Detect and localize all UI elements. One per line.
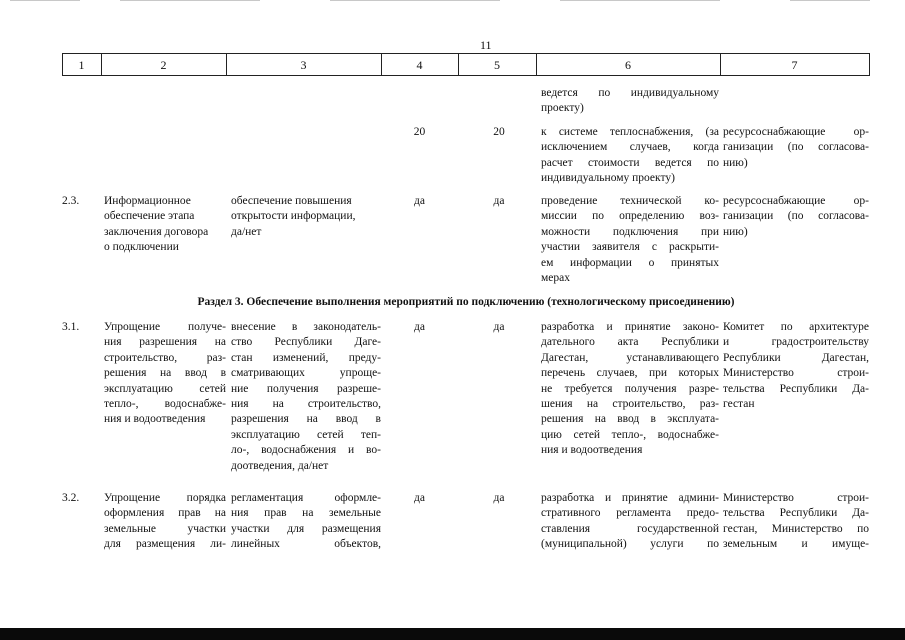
table-cell-title: [104, 194, 226, 256]
table-cell-measure: [541, 491, 719, 553]
cell-line: расчет стоимости ведется по: [541, 156, 719, 169]
cell-line: ресурсоснабжающие ор-: [723, 195, 869, 207]
cell-line: эксплуатацию сетей: [104, 382, 226, 395]
table-cell-number: 3.2.: [62, 492, 80, 504]
cell-line: разработка и принятие законо-: [541, 321, 719, 333]
cell-line: индивидуальному проекту): [541, 172, 675, 185]
table-cell-number: 2.3.: [62, 195, 80, 207]
cell-line: для размещения ли-: [104, 538, 226, 551]
table-cell-responsible: [723, 125, 869, 171]
cell-line: ние получения разреше-: [231, 382, 381, 395]
cell-line: эксплуатацию сетей теп-: [231, 428, 381, 441]
scan-edge-line: [560, 0, 720, 1]
cell-line: обеспечение этапа: [104, 210, 195, 223]
column-header-2: 2: [160, 58, 167, 72]
table-cell-number: 3.1.: [62, 321, 80, 333]
cell-line: ния и водоотведения: [541, 444, 643, 457]
table-cell-value: 20: [493, 126, 505, 138]
cell-line: решения на ввод в эксплуата-: [541, 413, 719, 426]
column-header-3: 3: [300, 58, 307, 72]
table-header-bottom-border: [62, 75, 870, 76]
cell-line: дательного акта Республики: [541, 336, 719, 349]
cell-line: открытости информации,: [231, 210, 356, 223]
cell-line: ведется по индивидуальному: [541, 87, 719, 99]
scan-edge-line: [120, 0, 260, 1]
cell-line: о подключении: [104, 241, 179, 254]
table-cell-value: да: [414, 321, 425, 333]
cell-line: заключения договора: [104, 225, 209, 238]
cell-line: обеспечение повышения: [231, 195, 352, 207]
table-cell-value: да: [414, 195, 425, 207]
cell-line: шения на строительство, раз-: [541, 397, 719, 410]
cell-line: Комитет по архитектуре: [723, 321, 869, 333]
cell-line: нию): [723, 225, 748, 238]
cell-line: доотведения, да/нет: [231, 459, 329, 472]
table-cell-measure: [541, 86, 719, 117]
table-cell-value: да: [493, 321, 505, 333]
column-header-5: 5: [494, 58, 500, 72]
table-cell-measure: [541, 320, 719, 459]
table-top-border: [62, 53, 870, 54]
cell-line: Министерство строи-: [723, 367, 869, 380]
cell-line: разрешения на ввод в: [231, 413, 381, 426]
table-cell-value: да: [493, 492, 505, 504]
table-cell-indicator: [231, 491, 381, 553]
column-header-1: 1: [78, 58, 85, 72]
scan-edge-line: [330, 0, 500, 1]
scan-edge-line: [790, 0, 870, 1]
cell-line: ставления государственной: [541, 522, 719, 535]
cell-line: Республики Дагестан,: [723, 351, 869, 364]
table-cell-responsible: [723, 320, 869, 412]
column-divider: [869, 53, 870, 76]
column-header-6: 6: [625, 58, 631, 72]
table-cell-indicator: [231, 320, 381, 474]
cell-line: ло-, водоснабжения и во-: [231, 444, 381, 457]
cell-line: и градостроительству: [723, 336, 869, 349]
cell-line: ресурсоснабжающие ор-: [723, 126, 869, 138]
table-cell-value: да: [414, 492, 425, 504]
cell-line: стративного регламента предо-: [541, 507, 719, 520]
cell-line: миссии по определению воз-: [541, 210, 719, 223]
table-cell-title: [104, 491, 226, 553]
column-header-7: 7: [791, 58, 798, 72]
section-title: Раздел 3. Обеспечение выполнения мероприятий по подключению (технологическому присоединению): [197, 296, 735, 308]
cell-line: Министерство строи-: [723, 492, 869, 504]
cell-line: гестан: [723, 397, 755, 410]
cell-line: (муниципальной) услуги по: [541, 538, 719, 551]
table-cell-indicator: [231, 194, 381, 240]
cell-line: земельные участки: [104, 522, 226, 535]
cell-line: мерах: [541, 271, 570, 284]
cell-line: тепло-, водоснабже-: [104, 397, 226, 410]
table-cell-measure: [541, 125, 719, 187]
cell-line: тельства Республики Да-: [723, 507, 869, 520]
cell-line: проведение технической ко-: [541, 195, 719, 207]
cell-line: внесение в законодатель-: [231, 321, 381, 333]
cell-line: проекту): [541, 102, 584, 115]
cell-line: ния прав на земельные: [231, 507, 381, 520]
table-cell-responsible: [723, 194, 869, 240]
cell-line: оформления прав на: [104, 507, 226, 520]
cell-line: нию): [723, 156, 748, 169]
cell-line: участки для размещения: [231, 522, 381, 535]
page-number: 11: [480, 38, 492, 52]
table-cell-value: 20: [413, 126, 426, 138]
cell-line: строительство, раз-: [104, 351, 226, 364]
cell-line: ганизации (по согласова-: [723, 141, 869, 154]
cell-line: ния на строительство,: [231, 397, 381, 410]
column-header-4: 4: [416, 58, 423, 72]
cell-line: участии заявителя с раскрыти-: [541, 241, 719, 254]
cell-line: не требуется получения разре-: [541, 382, 719, 395]
cell-line: ния разрешения на: [104, 336, 226, 349]
cell-line: Информационное: [104, 195, 191, 207]
cell-line: Упрощение получе-: [104, 321, 226, 333]
table-cell-measure: [541, 194, 719, 286]
cell-line: разработка и принятие админи-: [541, 492, 719, 504]
cell-line: цию сетей тепло-, водоснабже-: [541, 428, 719, 441]
cell-line: Дагестан, устанавливающего: [541, 351, 719, 364]
cell-line: можности подключения при: [541, 225, 719, 238]
cell-line: ство Республики Даге-: [231, 336, 381, 349]
cell-line: перечень случаев, при которых: [541, 367, 719, 380]
cell-line: ем информации о принятых: [541, 256, 719, 269]
cell-line: сматривающих упроще-: [231, 367, 381, 380]
cell-line: решения на ввод в: [104, 367, 226, 380]
cell-line: земельным и имуще-: [723, 538, 869, 551]
cell-line: к системе теплоснабжения, (за: [541, 126, 719, 138]
scan-edge-line: [10, 0, 80, 1]
cell-line: гестан, Министерство по: [723, 522, 869, 535]
scan-bottom-edge: [0, 628, 905, 640]
cell-line: ния и водоотведения: [104, 413, 206, 426]
table-cell-value: да: [493, 195, 505, 207]
cell-line: исключением случаев, когда: [541, 141, 719, 154]
cell-line: ганизации (по согласова-: [723, 210, 869, 223]
table-cell-responsible: [723, 491, 869, 553]
cell-line: да/нет: [231, 225, 262, 238]
cell-line: линейных объектов,: [231, 538, 381, 551]
cell-line: стан изменений, преду-: [231, 351, 381, 364]
table-cell-title: [104, 320, 226, 428]
cell-line: регламентация оформле-: [231, 492, 381, 504]
cell-line: тельства Республики Да-: [723, 382, 869, 395]
cell-line: Упрощение порядка: [104, 492, 226, 504]
